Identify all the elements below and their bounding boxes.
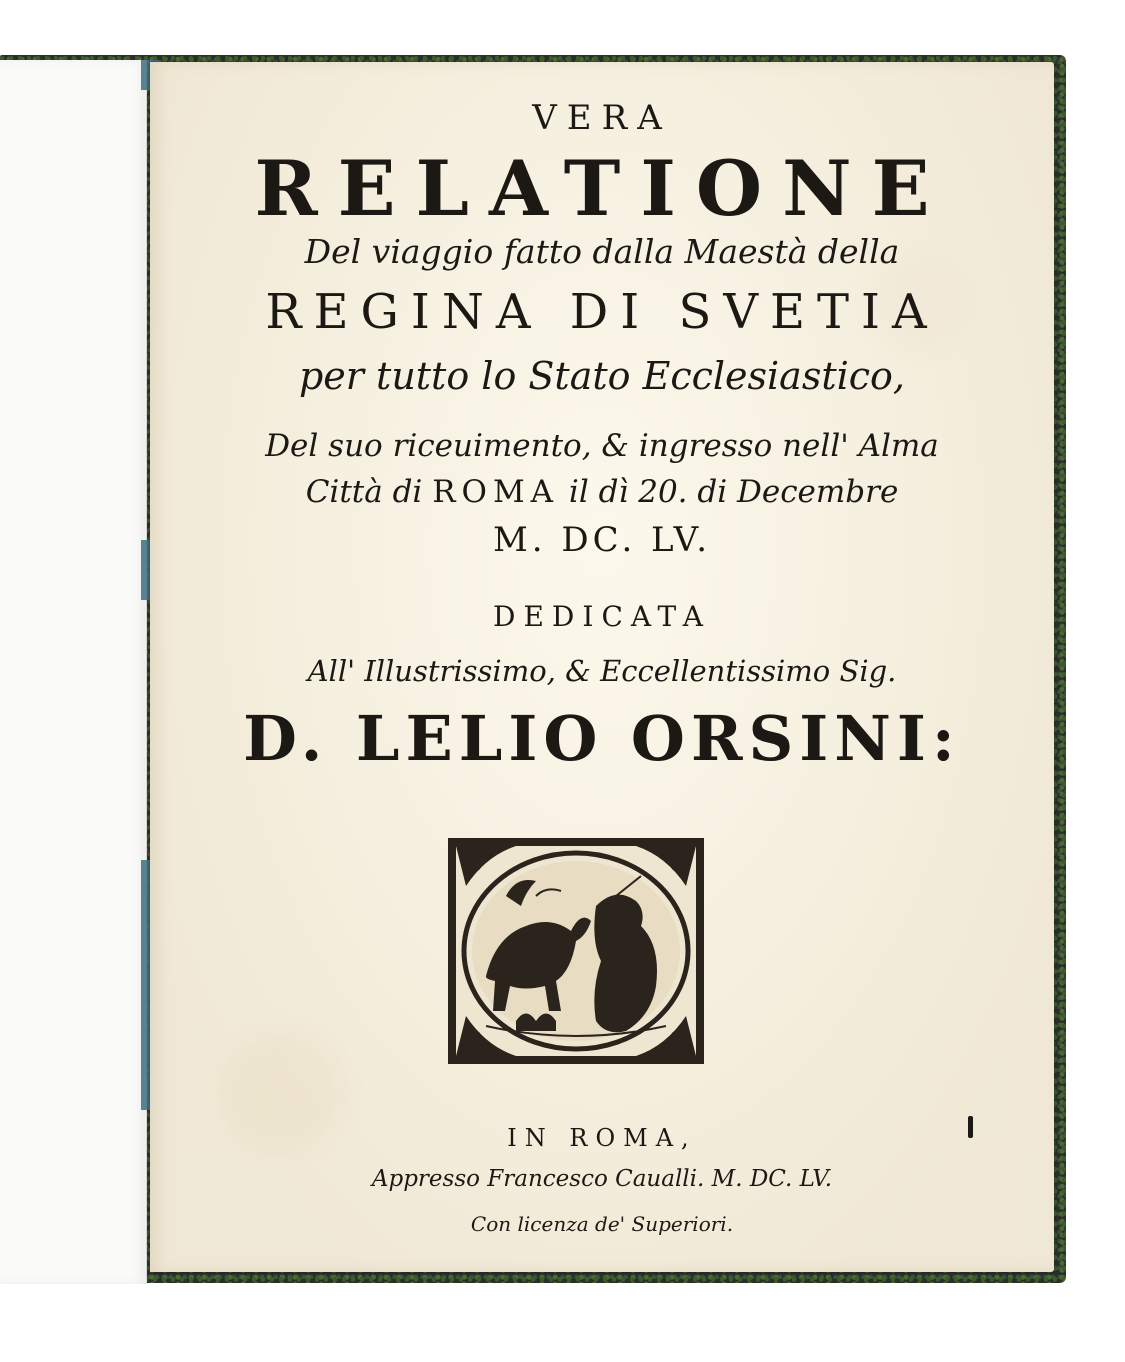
subtitle-viaggio: Del viaggio fatto dalla Maestà della (304, 232, 900, 271)
printers-device-icon (446, 836, 706, 1066)
title-regina: REGINA DI SVETIA (265, 284, 939, 340)
title-vera: VERA (532, 98, 672, 138)
dedicatee-name: D. LELIO ORSINI: (243, 702, 961, 775)
subtitle-riceuimento: Del suo riceuimento, & ingresso nell' Alma (265, 428, 939, 464)
citta-text: Città di (305, 474, 433, 510)
subtitle-citta (150, 474, 1054, 510)
roma-text: ROMA (432, 474, 560, 510)
ink-mark (968, 1116, 973, 1138)
blank-endpaper-leaf (0, 60, 147, 1284)
dedicata-line: DEDICATA (493, 600, 711, 633)
subtitle-stato: per tutto lo Stato Ecclesiastico, (298, 354, 905, 398)
imprint-place: IN ROMA, (507, 1124, 697, 1152)
imprint-license: Con licenza de' Superiori. (470, 1212, 734, 1236)
date-text: il dì 20. di Decembre (559, 474, 899, 510)
dedicatee-honorific: All' Illustrissimo, & Eccellentissimo Sig. (307, 654, 897, 688)
title-page (150, 62, 1054, 1272)
year-line: M. DC. LV. (492, 520, 712, 560)
imprint-printer: Appresso Francesco Caualli. M. DC. LV. (371, 1166, 833, 1192)
title-relatione: RELATIONE (254, 144, 950, 233)
